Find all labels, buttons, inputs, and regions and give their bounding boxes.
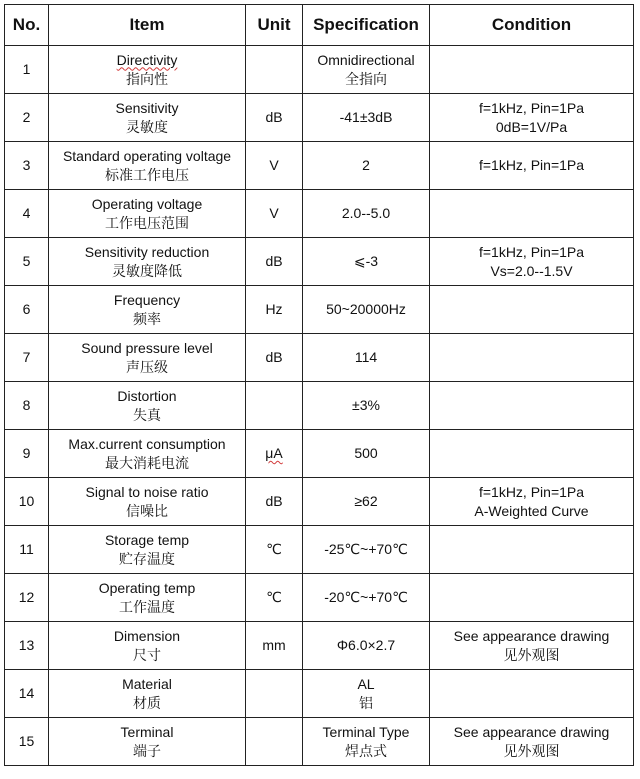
cell-condition (430, 430, 634, 478)
cell-item-line: Sensitivity (115, 99, 179, 116)
cell-unit (246, 718, 303, 766)
specification-table (4, 4, 634, 766)
cell-specification-line: 114 (354, 349, 378, 365)
cell-specification-line: Φ6.0×2.7 (336, 637, 396, 653)
cell-specification (303, 430, 430, 478)
cell-item (49, 334, 246, 382)
cell-no-line: 7 (22, 349, 31, 365)
header-row (5, 5, 634, 46)
cell-unit-line: ℃ (266, 541, 282, 557)
cell-unit (246, 670, 303, 718)
cell-specification-line: 铝 (359, 694, 373, 711)
cell-specification (303, 670, 430, 718)
cell-item-line: 标准工作电压 (105, 166, 189, 183)
cell-no (5, 574, 49, 622)
cell-unit (246, 190, 303, 238)
header-specification: Specification (303, 5, 430, 46)
cell-no (5, 286, 49, 334)
cell-specification-line: -41±3dB (339, 109, 393, 125)
table-row (5, 430, 634, 478)
cell-specification-line: ±3% (352, 397, 380, 413)
cell-condition-line: See appearance drawing (453, 627, 610, 644)
table-row (5, 190, 634, 238)
cell-item (49, 718, 246, 766)
table-row (5, 574, 634, 622)
table-row (5, 718, 634, 766)
cell-unit (246, 334, 303, 382)
cell-item (49, 46, 246, 94)
cell-no-line: 13 (18, 637, 35, 653)
cell-item-line: 端子 (133, 742, 161, 759)
cell-item-line: 声压级 (126, 358, 168, 375)
cell-no-line: 3 (22, 157, 31, 173)
cell-specification (303, 574, 430, 622)
cell-specification-line: -25℃~+70℃ (324, 541, 408, 557)
cell-no-line: 10 (18, 493, 35, 509)
cell-specification (303, 622, 430, 670)
cell-item-line: Max.current consumption (68, 435, 226, 452)
cell-item-line: Signal to noise ratio (85, 483, 209, 500)
table-row (5, 478, 634, 526)
cell-item-line: 失真 (133, 406, 161, 423)
cell-condition (430, 478, 634, 526)
cell-unit (246, 622, 303, 670)
cell-no (5, 94, 49, 142)
cell-item (49, 622, 246, 670)
cell-unit (246, 286, 303, 334)
header-no: No. (5, 5, 49, 46)
cell-no (5, 238, 49, 286)
cell-condition-line: 0dB=1V/Pa (495, 118, 568, 135)
cell-condition (430, 238, 634, 286)
cell-item-line: 工作温度 (119, 598, 175, 615)
cell-specification-line: Terminal Type (322, 723, 410, 740)
cell-specification (303, 718, 430, 766)
cell-item-line: Standard operating voltage (62, 147, 232, 164)
cell-item-line: Material (122, 675, 172, 692)
cell-no-line: 15 (18, 733, 35, 749)
cell-unit-line: ℃ (266, 589, 282, 605)
cell-condition (430, 334, 634, 382)
cell-item-line: 指向性 (126, 70, 168, 87)
cell-no-line: 1 (22, 61, 31, 77)
cell-item-line: 尺寸 (133, 646, 161, 663)
cell-specification-line: ≥62 (354, 493, 378, 509)
cell-condition (430, 382, 634, 430)
table-row (5, 526, 634, 574)
cell-item (49, 526, 246, 574)
cell-item (49, 142, 246, 190)
cell-item (49, 238, 246, 286)
table-row (5, 286, 634, 334)
cell-no (5, 190, 49, 238)
cell-unit (246, 526, 303, 574)
cell-specification (303, 382, 430, 430)
cell-condition (430, 46, 634, 94)
cell-no (5, 670, 49, 718)
table-row (5, 142, 634, 190)
cell-no (5, 526, 49, 574)
cell-item-line: 灵敏度降低 (112, 262, 182, 279)
cell-item-line: Distortion (117, 387, 177, 404)
cell-item (49, 574, 246, 622)
cell-condition (430, 190, 634, 238)
cell-item-line: 灵敏度 (126, 118, 168, 135)
cell-item (49, 430, 246, 478)
cell-item-line: 材质 (133, 694, 161, 711)
cell-specification (303, 238, 430, 286)
cell-item-line: 最大消耗电流 (105, 454, 189, 471)
cell-item-line: 信噪比 (126, 502, 168, 519)
table-row (5, 46, 634, 94)
cell-unit-line: dB (265, 253, 283, 269)
cell-condition (430, 286, 634, 334)
cell-condition (430, 574, 634, 622)
cell-item (49, 286, 246, 334)
cell-item-line: 工作电压范围 (105, 214, 189, 231)
cell-item-line: Terminal (120, 723, 174, 740)
cell-no-line: 14 (18, 685, 35, 701)
cell-unit-line: V (269, 157, 279, 173)
cell-no-line: 8 (22, 397, 31, 413)
cell-condition (430, 622, 634, 670)
cell-unit-line: dB (265, 493, 283, 509)
cell-unit (246, 142, 303, 190)
table-row (5, 382, 634, 430)
cell-item-line: Frequency (113, 291, 181, 308)
cell-no-line: 2 (22, 109, 31, 125)
cell-no (5, 430, 49, 478)
cell-item (49, 190, 246, 238)
cell-no (5, 478, 49, 526)
cell-unit-line: V (269, 205, 279, 221)
cell-item-line: Directivity (116, 51, 178, 68)
cell-unit (246, 46, 303, 94)
cell-specification-line: 焊点式 (345, 742, 387, 759)
cell-item (49, 94, 246, 142)
cell-no (5, 382, 49, 430)
table-row (5, 622, 634, 670)
cell-no (5, 622, 49, 670)
cell-unit-line: Hz (265, 301, 283, 317)
cell-item-line: Operating voltage (91, 195, 203, 212)
cell-specification-line: ⩽-3 (353, 253, 379, 269)
cell-item (49, 670, 246, 718)
table-row (5, 238, 634, 286)
cell-condition-line: f=1kHz, Pin=1Pa (478, 243, 585, 260)
cell-condition-line: See appearance drawing (453, 723, 610, 740)
cell-item-line: 贮存温度 (119, 550, 175, 567)
cell-item-line: Storage temp (104, 531, 190, 548)
cell-unit (246, 382, 303, 430)
cell-condition (430, 670, 634, 718)
cell-no-line: 12 (18, 589, 35, 605)
cell-condition-line: f=1kHz, Pin=1Pa (478, 99, 585, 116)
table-row (5, 670, 634, 718)
cell-unit (246, 430, 303, 478)
cell-item-line: Sensitivity reduction (84, 243, 210, 260)
cell-specification (303, 286, 430, 334)
cell-item-line: Dimension (113, 627, 181, 644)
cell-condition-line: 见外观图 (503, 742, 560, 759)
cell-specification (303, 142, 430, 190)
cell-condition-line: 见外观图 (503, 646, 560, 663)
cell-condition-line: Vs=2.0--1.5V (490, 262, 573, 279)
header-condition: Condition (430, 5, 634, 46)
cell-unit-line: dB (265, 349, 283, 365)
header-unit: Unit (246, 5, 303, 46)
table-row (5, 334, 634, 382)
cell-condition-line: f=1kHz, Pin=1Pa (478, 157, 585, 173)
table-row (5, 94, 634, 142)
cell-specification-line: 500 (354, 445, 378, 461)
cell-no-line: 6 (22, 301, 31, 317)
cell-no (5, 334, 49, 382)
cell-no (5, 46, 49, 94)
cell-specification (303, 526, 430, 574)
cell-unit (246, 574, 303, 622)
table-body (5, 46, 634, 766)
cell-unit (246, 94, 303, 142)
cell-unit-line: mm (262, 637, 286, 653)
cell-condition (430, 94, 634, 142)
cell-specification (303, 190, 430, 238)
cell-specification-line: AL (357, 675, 375, 692)
cell-item-line: Sound pressure level (81, 339, 213, 356)
cell-unit-line: μA (265, 445, 283, 461)
cell-condition-line: f=1kHz, Pin=1Pa (478, 483, 585, 500)
cell-unit-line: dB (265, 109, 283, 125)
cell-no (5, 142, 49, 190)
cell-item-line: 频率 (133, 310, 161, 327)
cell-item-line: Operating temp (98, 579, 196, 596)
cell-no-line: 4 (22, 205, 31, 221)
cell-specification-line: 50~20000Hz (326, 301, 406, 317)
cell-no-line: 9 (22, 445, 31, 461)
cell-condition-line: A-Weighted Curve (474, 502, 589, 519)
cell-specification (303, 94, 430, 142)
cell-condition (430, 718, 634, 766)
cell-no-line: 11 (19, 541, 34, 557)
cell-item (49, 478, 246, 526)
cell-specification-line: 全指向 (345, 70, 387, 87)
cell-specification-line: 2.0--5.0 (341, 205, 391, 221)
cell-unit (246, 238, 303, 286)
cell-item (49, 382, 246, 430)
cell-specification (303, 478, 430, 526)
cell-specification-line: Omnidirectional (317, 51, 415, 68)
cell-specification-line: 2 (362, 157, 370, 173)
cell-no (5, 718, 49, 766)
cell-condition (430, 526, 634, 574)
cell-unit (246, 478, 303, 526)
header-item: Item (49, 5, 246, 46)
cell-no-line: 5 (22, 253, 31, 269)
cell-condition (430, 142, 634, 190)
cell-specification (303, 46, 430, 94)
cell-specification-line: -20℃~+70℃ (324, 589, 408, 605)
cell-specification (303, 334, 430, 382)
